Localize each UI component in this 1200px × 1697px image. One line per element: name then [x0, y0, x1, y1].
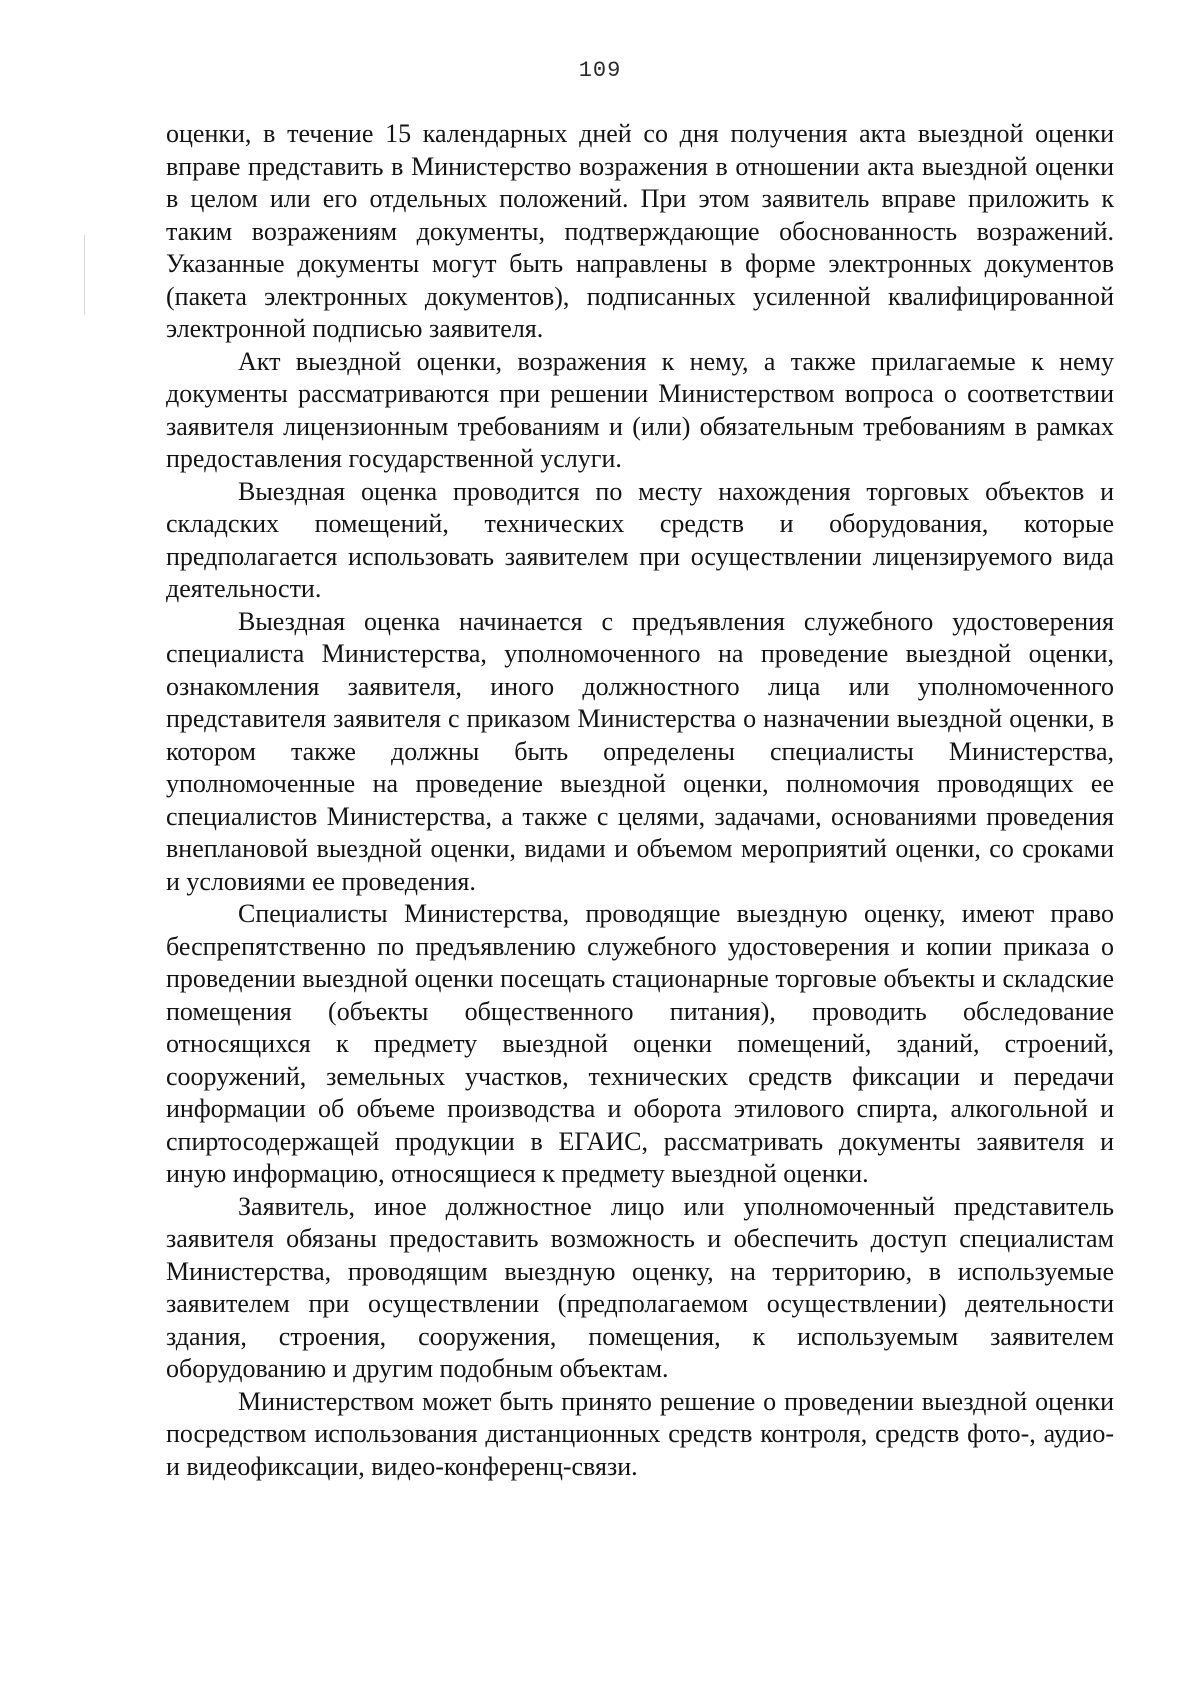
paragraph: Выездная оценка проводится по месту нахождения торговых объектов и складских помещений, технических средств и оборудования, которые предполагается использовать заявителем при осуществлении лицензируемого вида деятельности.	[166, 476, 1114, 603]
paragraph: Министерством может быть принято решение о проведении выездной оценки посредством использования дистанционных средств контроля, средств фото-, аудио- и видеофиксации, видео-конференц-связи.	[166, 1386, 1114, 1481]
scan-margin-mark	[84, 235, 85, 315]
document-body	[166, 118, 1114, 1483]
page-number: 109	[578, 58, 622, 83]
paragraph: Акт выездной оценки, возражения к нему, а также прилагаемые к нему документы рассматриваются при решении Министерством вопроса о соответствии заявителя лицензионным требованиям и (или) обязательным требованиям в рамках предоставления государственной услуги.	[166, 346, 1114, 473]
paragraph-continuation: оценки, в течение 15 календарных дней со дня получения акта выездной оценки вправе представить в Министерство возражения в отношении акта выездной оценки в целом или его отдельных положений. При этом заявитель вправе приложить к таким возражениям документы, подтверждающие обоснованность возражений. Указанные документы могут быть направлены в форме электронных документов (пакета электронных документов), подписанных усиленной квалифицированной электронной подписью заявителя.	[166, 119, 1114, 343]
paragraph: Заявитель, иное должностное лицо или уполномоченный представитель заявителя обязаны предоставить возможность и обеспечить доступ специалистам Министерства, проводящим выездную оценку, на территорию, в используемые заявителем при осуществлении (предполагаемом осуществлении) деятельности здания, строения, сооружения, помещения, к используемым заявителем оборудованию и другим подобным объектам.	[166, 1191, 1114, 1383]
paragraph: Выездная оценка начинается с предъявления служебного удостоверения специалиста Министерства, уполномоченного на проведение выездной оценки, ознакомления заявителя, иного должностного лица или уполномоченного представителя заявителя с приказом Министерства о назначении выездной оценки, в котором также должны быть определены специалисты Министерства, уполномоченные на проведение выездной оценки, полномочия проводящих ее специалистов Министерства, а также с целями, задачами, основаниями проведения внеплановой выездной оценки, видами и объемом мероприятий оценки, со сроками и условиями ее проведения.	[166, 606, 1114, 896]
paragraph: Специалисты Министерства, проводящие выездную оценку, имеют право беспрепятственно по предъявлению служебного удостоверения и копии приказа о проведении выездной оценки посещать стационарные торговые объекты и складские помещения (объекты общественного питания), проводить обследование относящихся к предмету выездной оценки помещений, зданий, строений, сооружений, земельных участков, технических средств фиксации и передачи информации об объеме производства и оборота этилового спирта, алкогольной и спиртосодержащей продукции в ЕГАИС, рассматривать документы заявителя и иную информацию, относящиеся к предмету выездной оценки.	[166, 899, 1114, 1188]
